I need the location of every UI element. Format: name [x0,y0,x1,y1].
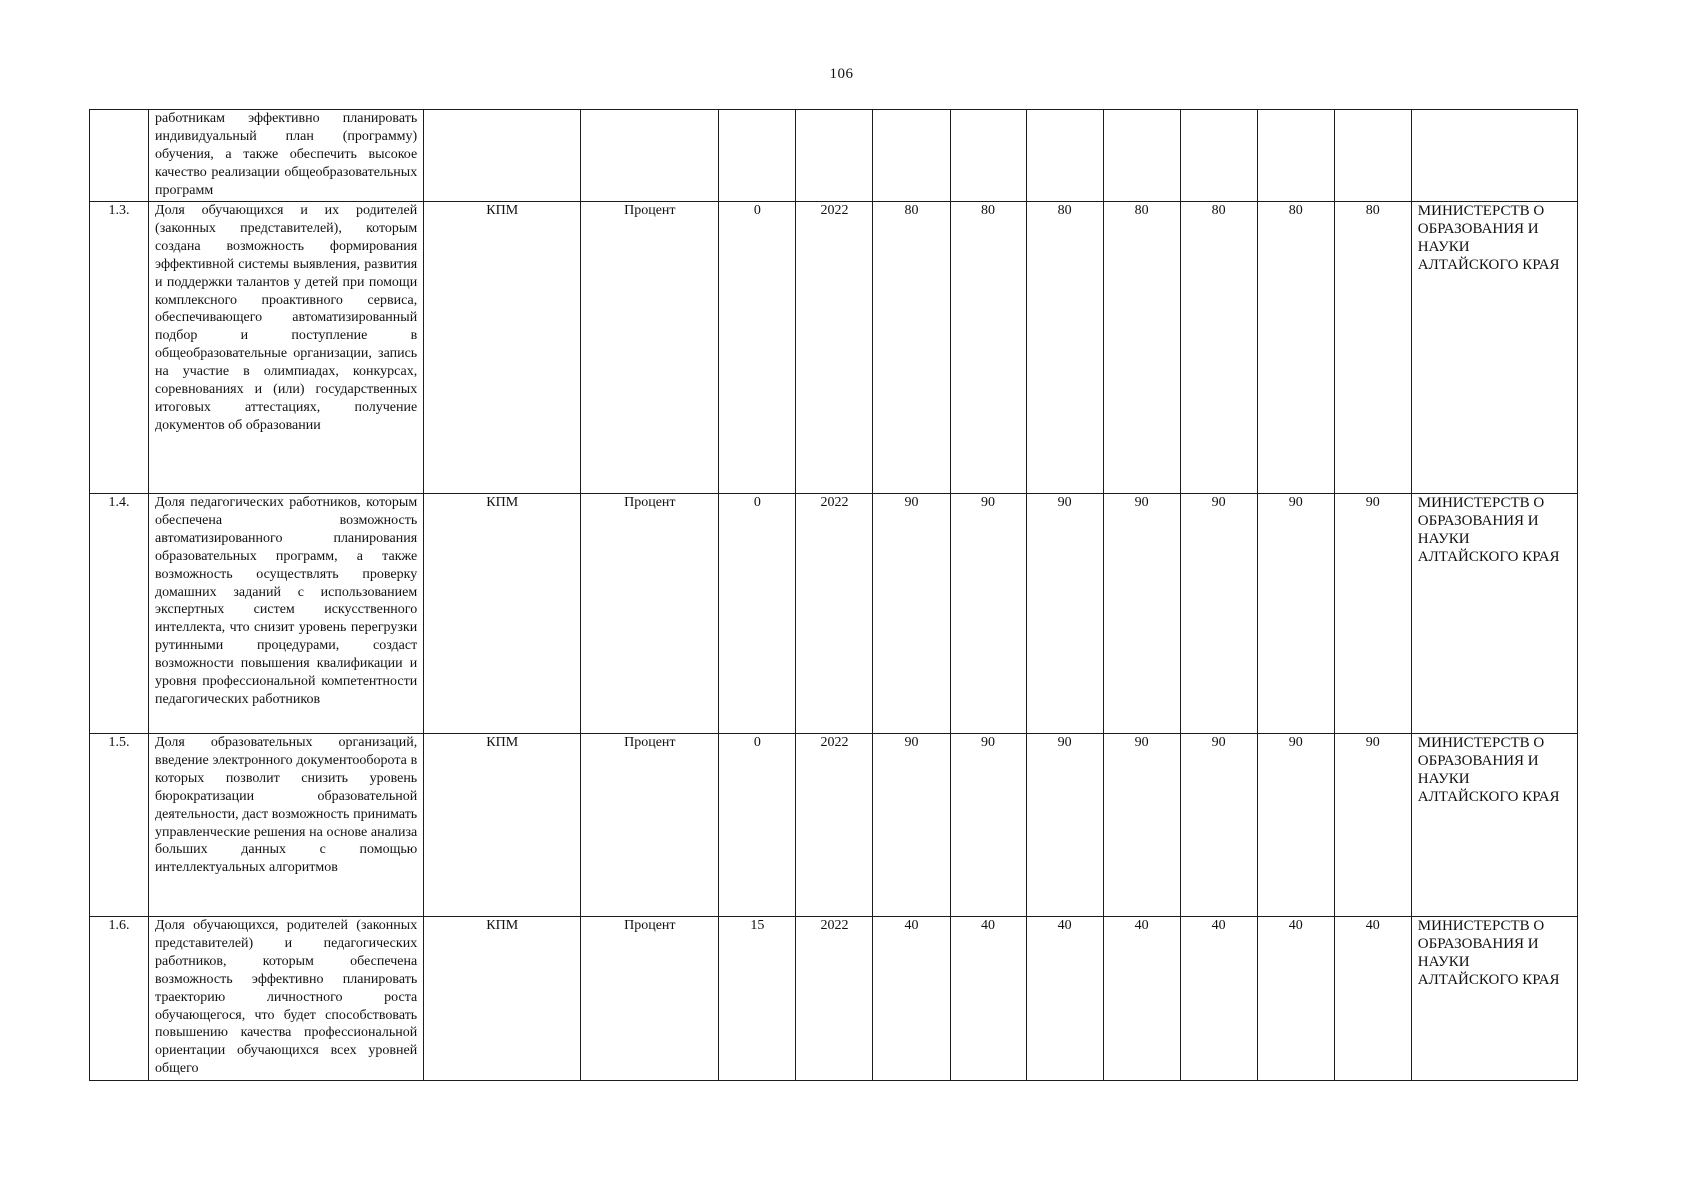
target-value [1180,110,1257,202]
target-value: 40 [1103,917,1180,1081]
unit-of-measure [581,110,719,202]
target-value: 90 [1103,734,1180,917]
indicator-description: Доля педагогических работников, которым обеспечена возможность автоматизированного планирования образовательных программ, а также возможность осуществлять проверку домашних заданий с использованием экспертных систем искусственного интеллекта, что снизит уровень перегрузки рутинными процедурами, создаст возможности повышения квалификации и уровня профессиональной компетентности педагогических работников [149,494,424,734]
indicator-type [424,110,581,202]
table-row [90,110,1578,202]
indicator-type: КПМ [424,917,581,1081]
base-year [796,110,873,202]
target-value: 90 [873,494,950,734]
target-value: 90 [873,734,950,917]
responsible-executor [1411,110,1577,202]
indicator-type: КПМ [424,494,581,734]
indicators-table [89,109,1578,1081]
base-year: 2022 [796,734,873,917]
target-value: 90 [1334,734,1411,917]
base-value: 15 [719,917,796,1081]
table-row [90,734,1578,917]
target-value: 40 [1334,917,1411,1081]
indicator-description: Доля обучающихся, родителей (законных представителей) и педагогических работников, которым обеспечена возможность эффективно планировать траекторию личностного роста обучающегося, что будет способствовать повышению качества профессиональной ориентации обучающихся всех уровней общего [149,917,424,1081]
unit-of-measure: Процент [581,917,719,1081]
target-value: 90 [1180,734,1257,917]
target-value: 40 [950,917,1026,1081]
row-number [90,110,149,202]
base-value: 0 [719,494,796,734]
target-value [1103,110,1180,202]
target-value: 80 [1257,202,1334,494]
target-value: 80 [1026,202,1103,494]
target-value: 90 [1103,494,1180,734]
target-value: 80 [1334,202,1411,494]
responsible-executor: МИНИСТЕРСТВ О ОБРАЗОВАНИЯ И НАУКИ АЛТАЙСКОГО КРАЯ [1411,917,1577,1081]
row-number: 1.6. [90,917,149,1081]
row-number: 1.3. [90,202,149,494]
target-value: 90 [1026,734,1103,917]
target-value: 80 [1180,202,1257,494]
base-year: 2022 [796,917,873,1081]
page-number: 106 [829,66,854,82]
target-value [1257,110,1334,202]
target-value: 80 [1103,202,1180,494]
indicator-type: КПМ [424,202,581,494]
target-value [873,110,950,202]
target-value: 90 [1180,494,1257,734]
indicator-description: Доля образовательных организаций, введение электронного документооборота в которых позволит снизить уровень бюрократизации образовательной деятельности, даст возможность принимать управленческие решения на основе анализа больших данных с помощью интеллектуальных алгоритмов [149,734,424,917]
base-year: 2022 [796,494,873,734]
indicator-description: работникам эффективно планировать индивидуальный план (программу) обучения, а также обеспечить высокое качество реализации общеобразовательных программ [149,110,424,202]
base-value: 0 [719,734,796,917]
table-row [90,202,1578,494]
target-value [950,110,1026,202]
table-row [90,494,1578,734]
target-value [1334,110,1411,202]
target-value: 40 [1026,917,1103,1081]
base-year: 2022 [796,202,873,494]
table-row [90,917,1578,1081]
responsible-executor: МИНИСТЕРСТВ О ОБРАЗОВАНИЯ И НАУКИ АЛТАЙСКОГО КРАЯ [1411,734,1577,917]
target-value [1026,110,1103,202]
target-value: 90 [1026,494,1103,734]
row-number: 1.4. [90,494,149,734]
unit-of-measure: Процент [581,494,719,734]
unit-of-measure: Процент [581,202,719,494]
target-value: 90 [950,734,1026,917]
target-value: 40 [873,917,950,1081]
responsible-executor: МИНИСТЕРСТВ О ОБРАЗОВАНИЯ И НАУКИ АЛТАЙСКОГО КРАЯ [1411,494,1577,734]
row-number: 1.5. [90,734,149,917]
target-value: 90 [950,494,1026,734]
target-value: 90 [1334,494,1411,734]
target-value: 40 [1180,917,1257,1081]
responsible-executor: МИНИСТЕРСТВ О ОБРАЗОВАНИЯ И НАУКИ АЛТАЙСКОГО КРАЯ [1411,202,1577,494]
indicator-type: КПМ [424,734,581,917]
base-value [719,110,796,202]
target-value: 80 [873,202,950,494]
target-value: 40 [1257,917,1334,1081]
indicator-description: Доля обучающихся и их родителей (законных представителей), которым создана возможность формирования эффективной системы выявления, развития и поддержки талантов у детей при помощи комплексного проактивного сервиса, обеспечивающего автоматизированный подбор и поступление в общеобразовательные организации, запись на участие в олимпиадах, конкурсах, соревнованиях и (или) государственных итоговых аттестациях, получение документов об образовании [149,202,424,494]
base-value: 0 [719,202,796,494]
unit-of-measure: Процент [581,734,719,917]
target-value: 80 [950,202,1026,494]
target-value: 90 [1257,734,1334,917]
target-value: 90 [1257,494,1334,734]
